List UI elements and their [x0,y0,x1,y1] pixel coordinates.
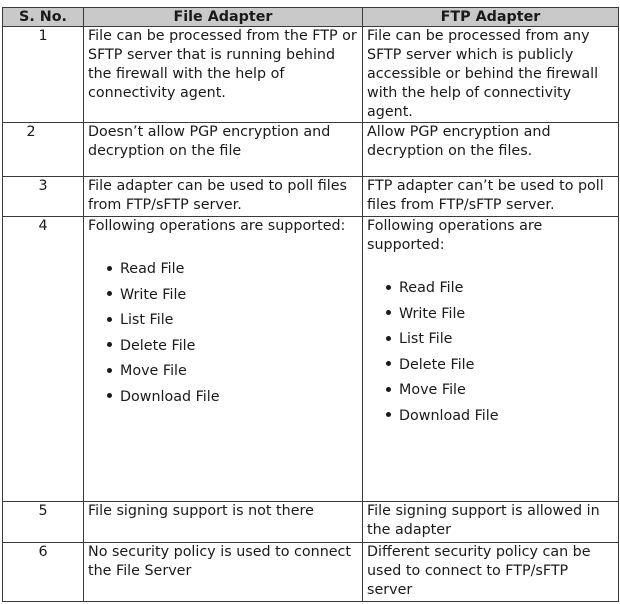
cell-ftp-adapter: File signing support is allowed in the adapter [363,502,619,543]
bullet-icon [386,336,391,341]
cell-file-adapter: Doesn’t allow PGP encryption and decryption on the file [84,123,363,177]
bullet-icon [386,361,391,366]
cell-sno: 5 [3,502,84,543]
operations-intro: Following operations are supported: [88,218,346,234]
operations-intro: Following operations are supported: [367,218,543,253]
table-row [3,177,619,217]
table-row [3,27,619,123]
cell-ftp-adapter: Allow PGP encryption and decryption on the files. [363,123,619,177]
cell-sno: 3 [3,177,84,217]
list-item: Move File [107,359,358,385]
list-item: List File [386,327,614,353]
table-row [3,502,619,543]
cell-file-adapter: No security policy is used to connect the File Server [84,543,363,602]
list-item: Write File [386,302,614,328]
cell-sno: 6 [3,543,84,602]
comparison-table [2,7,619,602]
list-item: Read File [107,257,358,283]
bullet-icon [107,266,112,271]
list-item: Read File [386,276,614,302]
cell-sno: 2 [3,123,84,177]
operations-list [88,257,358,411]
cell-file-adapter: File adapter can be used to poll files from FTP/sFTP server. [84,177,363,217]
header-sno: S. No. [3,8,84,27]
bullet-icon [386,310,391,315]
list-item: List File [107,308,358,334]
list-item: Delete File [107,334,358,360]
cell-file-adapter: File can be processed from the FTP or SFTP server that is running behind the firewall with the help of connectivity agent. [84,27,363,123]
cell-sno: 4 [3,217,84,502]
list-item: Move File [386,378,614,404]
bullet-icon [386,387,391,392]
cell-ftp-adapter: File can be processed from any SFTP server which is publicly accessible or behind the firewall with the help of connectivity agent. [363,27,619,123]
header-file-adapter: File Adapter [84,8,363,27]
list-item: Delete File [386,353,614,379]
bullet-icon [386,412,391,417]
bullet-icon [107,393,112,398]
table-row [3,123,619,177]
operations-list [367,276,614,430]
bullet-icon [386,285,391,290]
header-row [3,8,619,27]
bullet-icon [107,342,112,347]
table-row [3,217,619,502]
list-item: Download File [386,404,614,430]
cell-ftp-adapter [363,217,619,502]
list-item: Download File [107,385,358,411]
cell-file-adapter: File signing support is not there [84,502,363,543]
cell-sno: 1 [3,27,84,123]
bullet-icon [107,368,112,373]
bullet-icon [107,291,112,296]
cell-ftp-adapter: Different security policy can be used to connect to FTP/sFTP server [363,543,619,602]
bullet-icon [107,317,112,322]
cell-ftp-adapter: FTP adapter can’t be used to poll files from FTP/sFTP server. [363,177,619,217]
cell-file-adapter [84,217,363,502]
header-ftp-adapter: FTP Adapter [363,8,619,27]
list-item: Write File [107,283,358,309]
table-row [3,543,619,602]
